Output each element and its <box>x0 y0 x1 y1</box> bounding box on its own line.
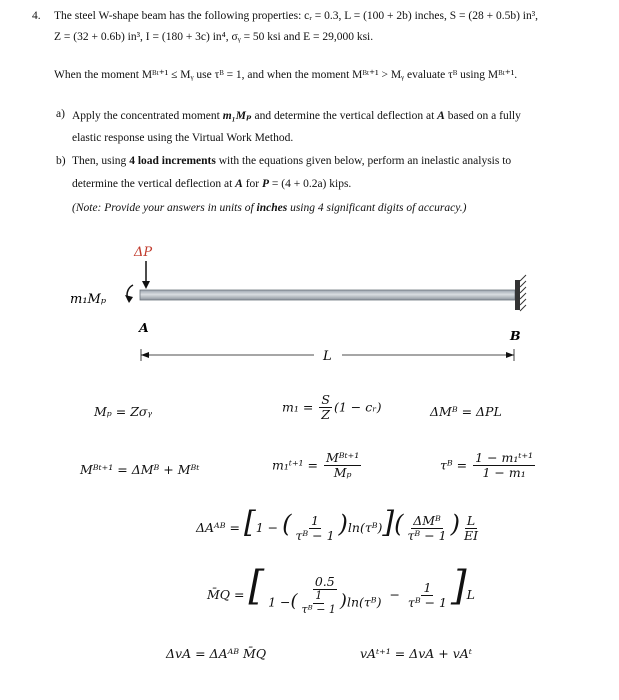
tau-lhs: τᴮ = <box>440 457 468 473</box>
part-b-note <box>72 202 466 214</box>
tau-numerator: 1 − m₁ᵗ⁺¹ <box>475 450 534 465</box>
m1-denominator: Z <box>321 407 330 423</box>
part-a-line1 <box>72 108 521 122</box>
mq-f2-num: 1 <box>423 579 432 595</box>
eq-m1-update <box>272 451 363 481</box>
part-a-moment: m₁Mₚ <box>222 110 252 122</box>
part-b-label: b) <box>56 155 66 167</box>
daab-f3-num: L <box>466 512 476 528</box>
eq-mb-update: Mᴮᵗ⁺¹ = ΔMᴮ + Mᴮᵗ <box>80 462 200 477</box>
mq-inner-den: τᴮ − 1 <box>301 602 336 616</box>
problem-intro-line2: Z = (32 + 0.6b) in³, I = (180 + 3c) in⁴, σᵧ = 50 ksi and E = 29,000 ksi. <box>54 31 374 43</box>
problem-number: 4. <box>32 10 41 22</box>
mq-minus: − <box>389 587 400 602</box>
m1t-lhs: m₁ᵗ⁺¹ = <box>272 457 319 473</box>
mq-inner-num: 1 <box>315 589 323 603</box>
part-b-point: A <box>235 178 243 190</box>
part-b-line2 <box>72 178 351 190</box>
beam <box>140 290 515 300</box>
part-b-load: P <box>262 178 270 190</box>
note-text2: using 4 significant digits of accuracy.) <box>287 202 467 214</box>
eq-delta-va: ΔvA = ΔAᴬᴮ M̄Q <box>166 646 267 661</box>
m1-numerator: S <box>321 392 330 407</box>
part-b-text2: with the equations given below, perform an inelastic analysis to <box>215 155 512 167</box>
m1-rhs: (1 − cᵣ) <box>333 399 382 415</box>
daab-ln: ln(τᴮ) <box>347 520 383 535</box>
length-label: L <box>323 349 332 364</box>
mq-length: L <box>466 587 475 602</box>
mq-den-pre: 1 − <box>268 594 291 610</box>
part-b-line1 <box>72 155 511 167</box>
m1t-denominator: Mₚ <box>333 465 352 481</box>
part-b-bold: 4 load increments <box>129 155 216 167</box>
daab-f2-den: τᴮ − 1 <box>407 528 447 543</box>
daab-f2-num: ΔMᴮ <box>413 512 441 528</box>
mq-numerator: 0.5 <box>314 573 335 589</box>
part-a-label: a) <box>56 108 65 120</box>
point-b-label: B <box>510 328 521 343</box>
eq-va-update: vAᵗ⁺¹ = ΔvA + vAᵗ <box>360 646 472 661</box>
part-a-text2: and determine the vertical deflection at <box>251 110 438 122</box>
part-a-point: A <box>437 110 445 122</box>
eq-mq: M̄Q = [ 0.5 1 −( $\frac{1}{\text{τᴮ − 1}}$ )ln(τᴮ) − $\frac{1}{\text{τᴮ − 1}}$ ]L <box>207 563 475 616</box>
daab-f1-den: τᴮ − 1 <box>295 528 335 543</box>
daab-one: 1 − <box>255 520 279 535</box>
part-b-text: Then, using <box>72 155 130 167</box>
load-label: ΔP <box>134 245 153 260</box>
m1t-numerator: Mᴮᵗ⁺¹ <box>326 450 360 465</box>
daab-f3-den: EI <box>463 528 479 543</box>
daab-f1-num: 1 <box>311 512 319 528</box>
fixed-support-icon <box>515 275 526 311</box>
part-b-text4: for <box>242 178 262 190</box>
problem-rule: When the moment Mᴮᵗ⁺¹ ≤ Mᵧ use τᴮ = 1, and when the moment Mᴮᵗ⁺¹ > Mᵧ evaluate τᴮ using Mᴮᵗ⁺¹. <box>54 69 518 81</box>
mq-lhs: M̄Q = <box>207 587 245 602</box>
part-b-text5: = (4 + 0.2a) kips. <box>269 178 352 190</box>
mq-denominator: 1 −( $\frac{1}{\text{τᴮ − 1}}$ )ln(τᴮ) <box>268 589 382 616</box>
part-b-text3: determine the vertical deflection at <box>72 178 236 190</box>
part-a-text: Apply the concentrated moment <box>72 110 223 122</box>
eq-m1 <box>282 393 381 423</box>
eq-tau <box>440 451 537 481</box>
eq-delta-aab: ΔAᴬᴮ = [1 − ( $\frac{1}{\text{τᴮ − 1}}$ )ln(τᴮ)]( $\frac{\text{ΔMᴮ}}{\text{τᴮ − 1}}$ ) $\frac{L}{EI}$ <box>196 505 479 543</box>
part-a-text3: based on a fully <box>444 110 521 122</box>
eq-delta-mb: ΔMᴮ = ΔPL <box>430 404 502 419</box>
point-a-label: A <box>139 320 149 335</box>
beam-diagram <box>0 235 619 385</box>
tau-denominator: 1 − m₁ <box>482 465 526 481</box>
problem-intro-line1: The steel W-shape beam has the following properties: cᵣ = 0.3, L = (100 + 2b) inches, S = (28 + 0.5b) in³, <box>54 10 539 22</box>
mq-den-ln: ln(τᴮ) <box>346 594 382 610</box>
load-arrow-icon <box>142 261 150 289</box>
note-text: (Note: Provide your answers in units of <box>72 202 257 214</box>
moment-label: m₁Mₚ <box>70 292 107 307</box>
m1-lhs: m₁ = <box>282 399 314 415</box>
note-bold: inches <box>256 202 288 214</box>
eq-plastic-moment: Mₚ = Zσᵧ <box>94 404 153 419</box>
mq-f2-den: τᴮ − 1 <box>407 595 447 610</box>
part-a-line2: elastic response using the Virtual Work Method. <box>72 132 294 144</box>
daab-lhs: ΔAᴬᴮ = <box>196 520 240 535</box>
moment-arrow-icon <box>125 285 133 303</box>
